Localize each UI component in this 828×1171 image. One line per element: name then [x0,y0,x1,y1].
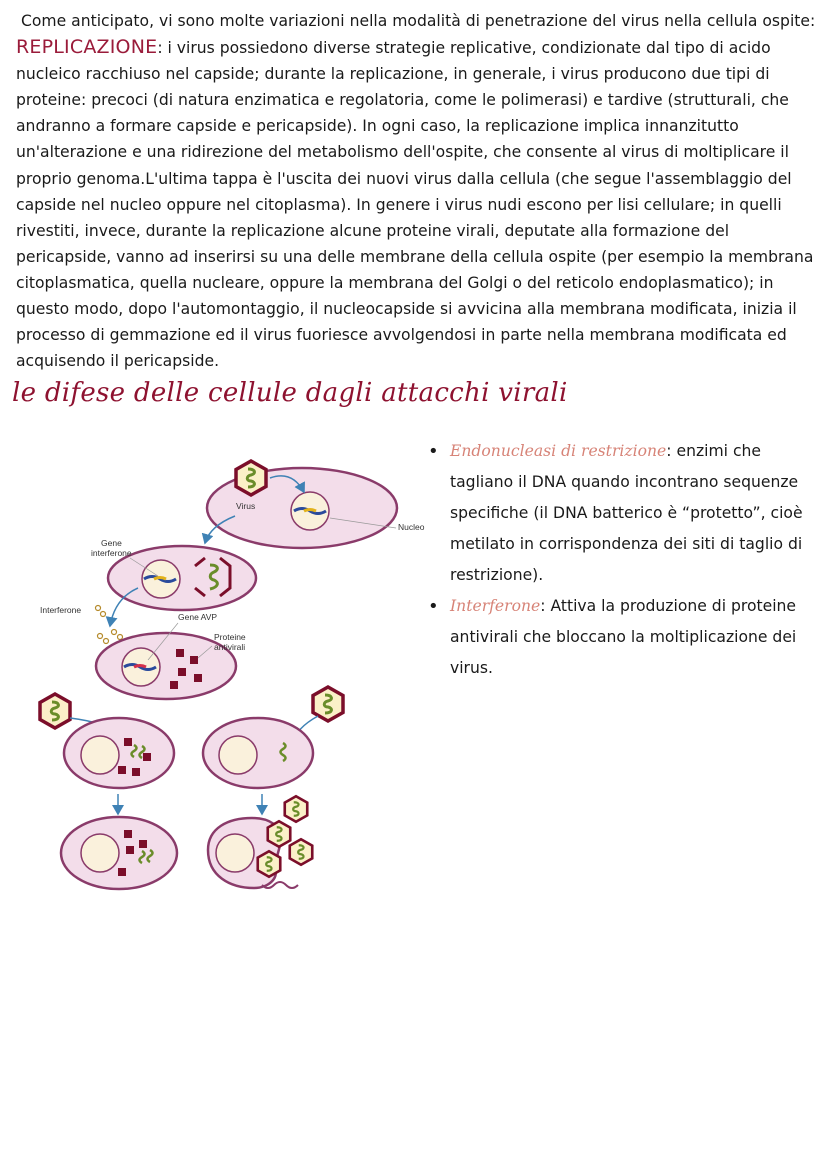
cell-protected-result [61,817,177,889]
intro-paragraph [16,8,816,374]
label-interferone: Interferone [40,605,82,615]
label-gene-interferone-1: Gene [101,538,122,548]
replicazione-text: : i virus possiedono diverse strategie replicative, condizionate dal tipo di acido nucleico racchiuso nel capside; durante la replicazione, in generale, i virus producono due tipi di proteine: precoci (di natura enzimatica e regolatoria, come le polimerasi) e tardive (strutturali, che andranno a formare capside e pericapside). In ogni caso, la replicazione implica innanzitutto un'alterazione e una ridirezione del metabolismo dell'ospite, che consente al virus di moltiplicare il proprio genoma.L'ultima tappa è l'uscita dei nuovi virus dalla cellula (che segue l'assemblaggio del capside nel nucleo oppure nel citoplasma). In genere i virus nudi escono per lisi cellulare; in quelli rivestiti, invece, durante la replicazione alcune proteine virali, deputate alla formazione del pericapside, vanno ad inserirsi su una delle membrane della cellula ospite (per esempio la membrana citoplasmatica, quella nucleare, oppure la membrana del Golgi o del reticolo endoplasmatico); in questo modo, dopo l'automontaggio, il nucleocapside si avvicina alla membrana modificata, inizia il processo di gemmazione ed il virus fuoriesce avvolgendosi in parte nella membrana modificata ed acquisendo il pericapside. [16,39,814,371]
defense-text: : enzimi che tagliano il DNA quando incontrano sequenze specifiche (il DNA batterico è “protetto”, cioè metilato in corrispondenza dei siti di taglio di restrizione). [450,442,803,584]
virus-icon [40,694,70,728]
intro-sentence: Come anticipato, vi sono molte variazioni nella modalità di penetrazione del virus nella cellula ospite: [21,12,816,30]
section-heading: le difese delle cellule dagli attacchi virali [12,378,568,408]
label-gene-avp: Gene AVP [178,612,218,622]
label-proteine-1: Proteine [214,632,246,642]
list-item [426,436,821,591]
list-item [426,591,821,684]
interferon-diagram [30,448,430,896]
defense-term: Interferone [450,597,541,615]
bullet-icon: • [428,596,439,617]
replicazione-keyword: REPLICAZIONE [16,36,158,59]
label-gene-interferone-2: interferone [91,548,132,558]
label-virus: Virus [236,501,256,511]
defense-term: Endonucleasi di restrizione [450,442,667,460]
interferon-molecules [96,606,123,644]
virus-icon [236,461,266,495]
cell-protected [64,718,174,788]
defense-text: : Attiva la produzione di proteine antivirali che bloccano la moltiplicazione dei virus. [450,597,797,677]
label-proteine-2: antivirali [214,642,246,652]
bullet-icon: • [428,441,439,462]
defenses-list [426,436,821,684]
cell-unprotected [203,718,313,788]
label-nucleo: Nucleo [398,522,425,532]
